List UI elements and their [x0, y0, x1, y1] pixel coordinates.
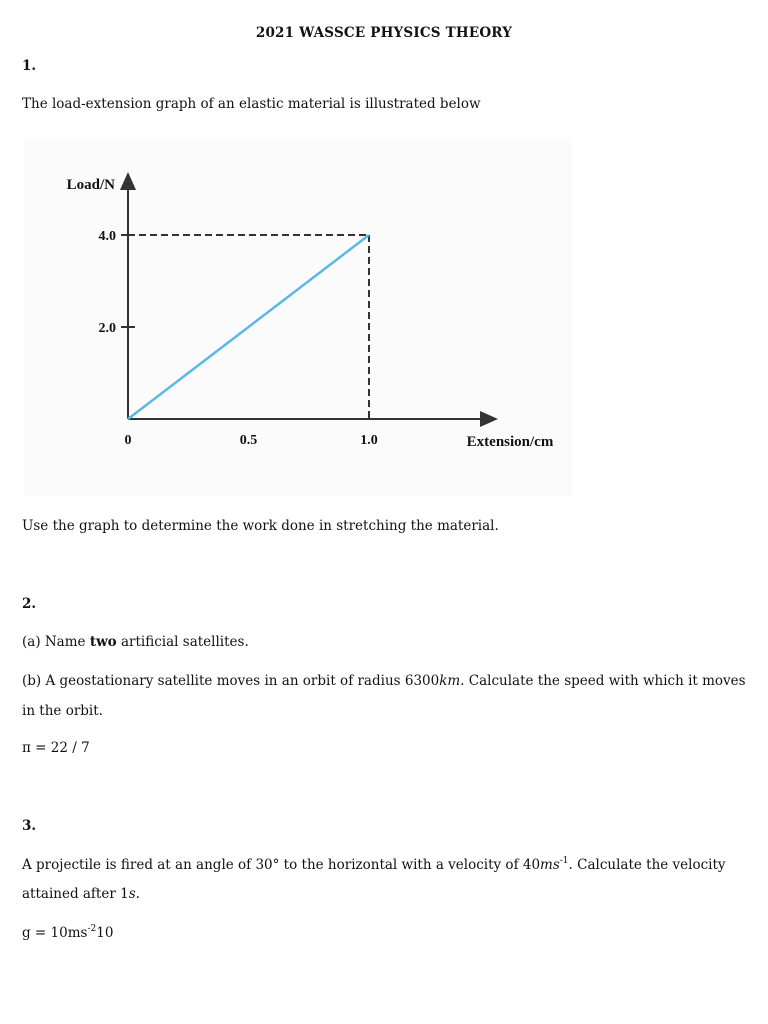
q3-line2-unit: s [128, 886, 136, 902]
q2a-bold: two [89, 634, 117, 650]
pi-value: π = 22 / 7 [22, 740, 90, 756]
y-axis-label: Load/N [66, 177, 115, 193]
question-2b-line2: in the orbit. [22, 703, 103, 719]
question-1-task: Use the graph to determine the work done in stretching the material. [22, 518, 499, 534]
question-2a [22, 634, 249, 650]
q3-line2-suffix: . [135, 886, 140, 902]
q2b-suffix: . Calculate the speed with which it moves [460, 673, 746, 689]
q3-unit: ms [540, 857, 560, 873]
page-title: 2021 WASSCE PHYSICS THEORY [255, 25, 513, 41]
g-sup: -2 [87, 924, 97, 934]
data-line [128, 235, 369, 419]
g-prefix: g = 10ms [22, 925, 88, 941]
x-tick-label: 0.5 [239, 433, 258, 448]
q3-suffix: . Calculate the velocity [568, 857, 726, 873]
q3-sup: -1 [559, 856, 569, 866]
gravity-value [22, 925, 113, 941]
x-axis-label: Extension/cm [466, 434, 554, 450]
load-extension-graph [24, 138, 572, 496]
x-tick-label: 1.0 [360, 433, 378, 448]
graph-svg [24, 138, 572, 496]
question-3-line1 [22, 857, 726, 873]
question-1-intro: The load-extension graph of an elastic material is illustrated below [22, 96, 481, 112]
question-1-number: 1. [22, 58, 37, 74]
q2b-prefix: (b) A geostationary satellite moves in an orbit of radius 6300 [22, 673, 440, 689]
q2a-suffix: artificial satellites. [116, 634, 249, 650]
q2b-unit: km [439, 673, 461, 689]
g-suffix: 10 [96, 925, 114, 941]
q3-prefix: A projectile is fired at an angle of 30° to the horizontal with a velocity of 40 [22, 857, 541, 873]
y-tick-label: 4.0 [98, 229, 116, 244]
q3-line2-prefix: attained after 1 [22, 886, 129, 902]
x-tick-label: 0 [124, 433, 132, 448]
question-3-number: 3. [22, 818, 37, 834]
question-3-line2 [22, 886, 140, 902]
question-2-number: 2. [22, 596, 37, 612]
q2a-prefix: (a) Name [22, 634, 90, 650]
question-2b-line1 [22, 673, 746, 689]
y-tick-label: 2.0 [98, 321, 116, 336]
